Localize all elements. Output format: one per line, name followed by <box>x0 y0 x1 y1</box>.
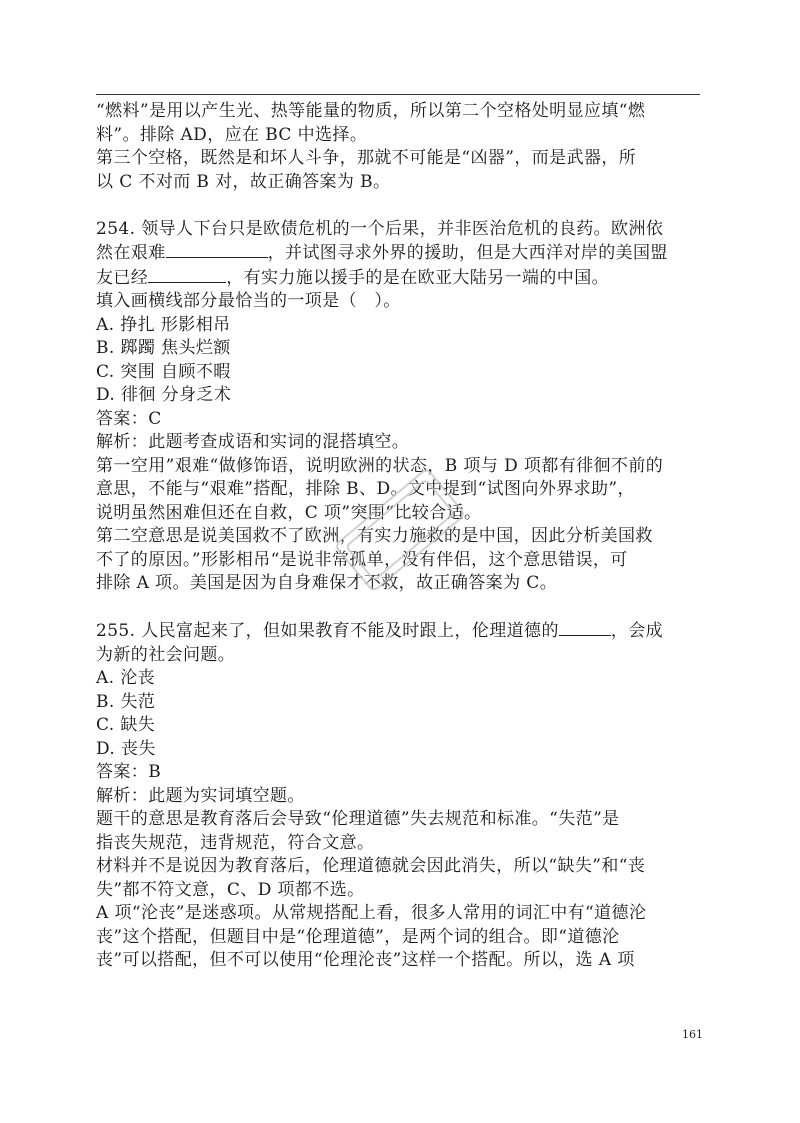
analysis-line: 不了的原因。”形影相吊“是说非常孤单，没有伴侣，这个意思错误，可 <box>96 549 628 570</box>
question-255-stem: 为新的社会问题。 <box>96 644 236 665</box>
analysis-line: 排除 A 项。美国是因为自身难保才不救，故正确答案为 C。 <box>96 573 558 593</box>
option-d: D. 徘徊 分身乏术 <box>96 385 232 405</box>
analysis-line: 第一空用”艰难“做修饰语，说明欧洲的状态，B 项与 D 项都有徘徊不前的 <box>96 455 664 476</box>
intro-line: 第三个空格，既然是和坏人斗争，那就不可能是“凶器”，而是武器，所 <box>96 148 637 168</box>
stem-text: ，并试图寻求外界的援助，但是大西洋对岸的美国盟 <box>267 243 668 263</box>
fill-blank-2 <box>148 266 226 283</box>
stem-text: ，会成 <box>610 621 664 641</box>
stem-text: ，有实力施以援手的是在欧亚大陆另一端的中国。 <box>226 267 610 288</box>
stem-text: 255. 人民富起来了，但如果教育不能及时跟上，伦理道德的 <box>96 621 559 641</box>
stem-text: 友已经 <box>96 267 149 288</box>
answer: 答案：C <box>96 408 162 429</box>
analysis-line: 意思，不能与“艰难”搭配，排除 B、D。文中提到“试图向外界求助”， <box>96 479 635 499</box>
analysis-line: 说明虽然困难但还在自救，C 项”突围“比较合适。 <box>96 502 482 523</box>
analysis-line: 丧”可以搭配，但不可以使用“伦理沦丧”这样一个搭配。所以，选 A 项 <box>96 950 635 970</box>
stem-text: 然在艰难 <box>96 243 166 263</box>
page-content <box>96 100 700 973</box>
question-254-stem <box>96 241 700 266</box>
intro-line: 料”。排除 AD，应在 BC 中选择。 <box>96 124 368 145</box>
analysis-line: 第二空意思是说美国救不了欧洲，有实力施救的是中国，因此分析美国救 <box>96 526 653 546</box>
option-b: B. 踯躅 焦头烂额 <box>96 338 231 358</box>
option-a: A. 挣扎 形影相吊 <box>96 314 231 335</box>
answer: 答案：B <box>96 762 162 782</box>
question-255-stem <box>96 619 700 644</box>
question-254-stem: 254. 领导人下台只是欧债危机的一个后果，并非医治危机的良药。欧洲依 <box>96 218 664 239</box>
analysis-line: 材料并不是说因为教育落后，伦理道德就会因此消失，所以“缺失”和“丧 <box>96 856 646 876</box>
option-a: A. 沦丧 <box>96 668 156 688</box>
option-c: C. 突围 自顾不暇 <box>96 361 231 382</box>
fill-blank <box>559 619 611 636</box>
analysis-line: 失”都不符文意，C、D 项都不选。 <box>96 879 365 900</box>
option-b: B. 失范 <box>96 691 156 712</box>
question-254-prompt: 填入画横线部分最恰当的一项是（ ）。 <box>96 291 401 311</box>
option-c: C. 缺失 <box>96 715 156 735</box>
question-254-stem <box>96 266 700 291</box>
analysis-line: 题干的意思是教育落后会导致“伦理道德”失去规范和标准。“失范”是 <box>96 809 620 829</box>
fill-blank-1 <box>166 241 268 258</box>
analysis-line: 指丧失规范，违背规范，符合文意。 <box>96 832 375 853</box>
page-number: 161 <box>682 1028 703 1041</box>
intro-line: 以 C 不对而 B 对，故正确答案为 B。 <box>96 171 391 192</box>
analysis-line: 解析：此题考查成语和实词的混搭填空。 <box>96 432 410 452</box>
intro-line: “燃料”是用以产生光、热等能量的物质，所以第二个空格处明显应填“燃 <box>96 101 646 121</box>
header-rule <box>96 94 700 95</box>
analysis-line: A 项“沦丧”是迷惑项。从常规搭配上看，很多人常用的词汇中有“道德沦 <box>96 903 647 923</box>
analysis-line: 解析：此题为实词填空题。 <box>96 785 305 806</box>
option-d: D. 丧失 <box>96 738 156 759</box>
analysis-line: 丧”这个搭配，但题目中是“伦理道德”，是两个词的组合。即“道德沦 <box>96 926 620 947</box>
